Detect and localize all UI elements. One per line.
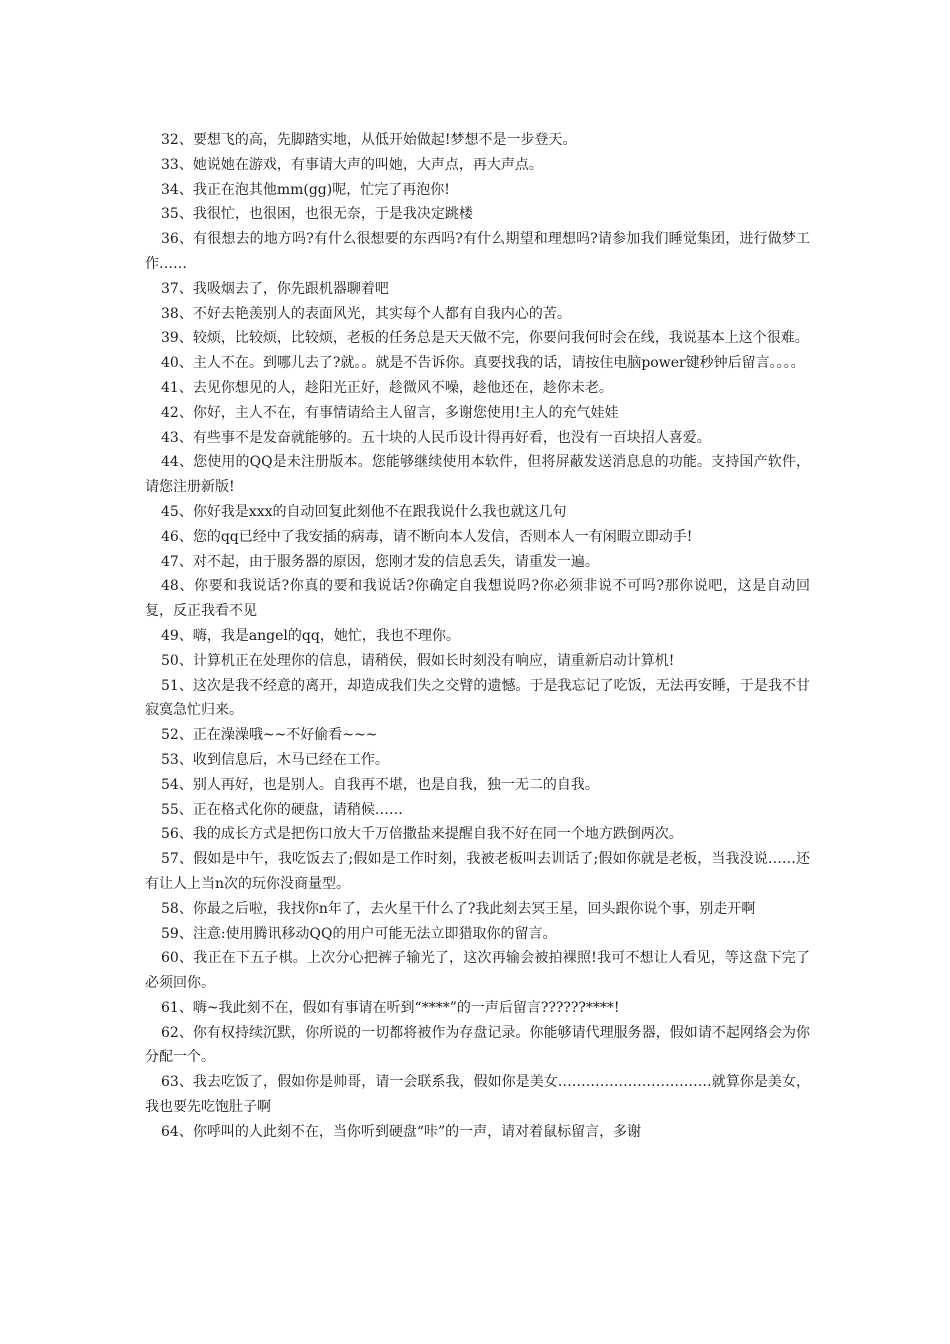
paragraph-57: 57、假如是中午，我吃饭去了;假如是工作时刻，我被老板叫去训话了;假如你就是老板，当我没说……还有让人上当n次的玩你没商量型。: [145, 851, 810, 892]
paragraph-64: 64、你呼叫的人此刻不在，当你听到硬盘“咔”的一声，请对着鼠标留言，多谢: [161, 1123, 642, 1140]
paragraph-60: 60、我正在下五子棋。上次分心把裤子输光了，这次再输会被拍裸照!我可不想让人看见，等这盘下完了必须回你。: [145, 950, 810, 992]
paragraph-32: 32、要想飞的高，先脚踏实地，从低开始做起!梦想不是一步登天。: [161, 132, 577, 148]
paragraph-43: 43、有些事不是发奋就能够的。五十块的人民币设计得再好看，也没有一百块招人喜爱。: [161, 429, 711, 446]
paragraph-34: 34、我正在泡其他mm(gg)呢，忙完了再泡你!: [161, 181, 450, 198]
paragraph-47: 47、对不起，由于服务器的原因，您刚才发的信息丢失，请重发一遍。: [161, 553, 599, 570]
paragraph-59: 59、注意:使用腾讯移动QQ的用户可能无法立即猎取你的留言。: [161, 925, 557, 942]
paragraph-63: 63、我去吃饭了，假如你是帅哥，请一会联系我，假如你是美女……………………………就算你是美女，我也要先吃饱肚子啊: [145, 1074, 810, 1116]
paragraph-56: 56、我的成长方式是把伤口放大千万倍撒盐来提醒自我不好在同一个地方跌倒两次。: [161, 826, 683, 843]
paragraph-62: 62、你有权持续沉默，你所说的一切都将被作为存盘记录。你能够请代理服务器，假如请不起网络会为你分配一个。: [145, 1024, 810, 1066]
paragraph-39: 39、较烦，比较烦，比较烦，老板的任务总是天天做不完，你要问我何时会在线，我说基本上这个很难。: [161, 330, 809, 347]
paragraph-58: 58、你最之后啦，我找你n年了，去火星干什么了?我此刻去冥王星，回头跟你说个事，别走开啊: [161, 900, 756, 917]
paragraph-45: 45、你好我是xxx的自动回复此刻他不在跟我说什么我也就这几句: [161, 503, 567, 520]
paragraph-37: 37、我吸烟去了，你先跟机器聊着吧: [161, 280, 389, 297]
paragraph-41: 41、去见你想见的人，趁阳光正好，趁微风不噪，趁他还在，趁你未老。: [161, 379, 613, 396]
paragraph-54: 54、别人再好，也是别人。自我再不堪，也是自我，独一无二的自我。: [161, 776, 599, 793]
paragraph-49: 49、嗨，我是angel的qq，她忙，我也不理你。: [161, 627, 460, 644]
paragraph-46: 46、您的qq已经中了我安插的病毒，请不断向本人发信，否则本人一有闲暇立即动手!: [161, 528, 693, 545]
paragraph-38: 38、不好去艳羡别人的表面风光，其实每个人都有自我内心的苦。: [161, 305, 571, 322]
paragraph-51: 51、这次是我不经意的离开，却造成我们失之交臂的遗憾。于是我忘记了吃饭，无法再安睡，于是我不甘寂寞急忙归来。: [145, 677, 810, 719]
paragraph-44: 44、您使用的QQ是未注册版本。您能够继续使用本软件，但将屏蔽发送消息息的功能。支持国产软件，请您注册新版!: [145, 454, 810, 496]
paragraph-61: 61、嗨~我此刻不在，假如有事请在听到“****”的一声后留言??????****!: [161, 999, 620, 1016]
paragraph-53: 53、收到信息后，木马已经在工作。: [161, 751, 389, 768]
paragraph-42: 42、你好，主人不在，有事情请给主人留言，多谢您使用!主人的充气娃娃: [161, 404, 619, 421]
paragraph-36: 36、有很想去的地方吗?有什么很想要的东西吗?有什么期望和理想吗?请参加我们睡觉集团，进行做梦工作……: [145, 231, 810, 272]
paragraph-52: 52、正在澡澡哦~~不好偷看~~~: [161, 727, 378, 744]
paragraph-33: 33、她说她在游戏，有事请大声的叫她，大声点，再大声点。: [161, 156, 543, 173]
paragraph-55: 55、正在格式化你的硬盘，请稍候……: [161, 801, 403, 818]
document-body: [145, 128, 810, 1145]
paragraph-40: 40、主人不在。到哪儿去了?就。。就是不告诉你。真要找我的话，请按住电脑power键秒钟后留言。。。。: [161, 355, 805, 372]
paragraph-48: 48、你要和我说话?你真的要和我说话?你确定自我想说吗?你必须非说不可吗?那你说吧，这是自动回复，反正我看不见: [145, 578, 810, 620]
paragraph-50: 50、计算机正在处理你的信息，请稍侯，假如长时刻没有响应，请重新启动计算机!: [161, 652, 675, 669]
paragraph-35: 35、我很忙，也很困，也很无奈，于是我决定跳楼: [161, 206, 473, 223]
